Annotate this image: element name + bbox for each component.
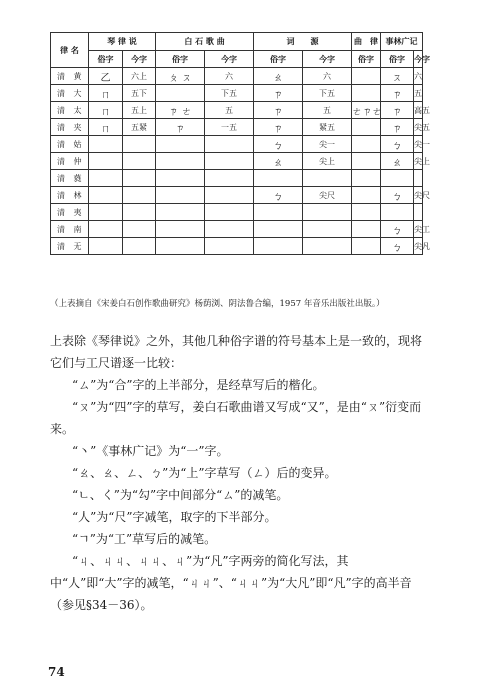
table-cell <box>89 170 123 187</box>
table-cell: 尖一 <box>303 136 352 153</box>
table-cell: ㄠ <box>254 153 303 170</box>
table-cell <box>156 153 205 170</box>
table-cell <box>89 187 123 204</box>
subheader: 俗字 <box>156 51 205 68</box>
table-cell: 高五 <box>414 102 423 119</box>
page-number: 74 <box>48 665 65 679</box>
table-cell: 尖上 <box>414 153 423 170</box>
table-cell: 五下 <box>123 85 156 102</box>
row-name: 清 南 <box>51 221 89 238</box>
table-cell: ㄅ <box>254 136 303 153</box>
row-header-label: 律 名 <box>51 33 89 68</box>
table-cell: ㄗ <box>381 102 414 119</box>
table-cell <box>123 187 156 204</box>
table-cell <box>205 238 254 255</box>
subheader: 今字 <box>303 51 352 68</box>
table-cell: ㄗ <box>381 119 414 136</box>
row-name: 清 夷 <box>51 204 89 221</box>
table-cell: 一五 <box>205 119 254 136</box>
table-cell <box>156 187 205 204</box>
table-row <box>51 170 423 187</box>
table-cell: ㄗ <box>381 85 414 102</box>
table-row <box>51 153 423 170</box>
table-cell: 尖上 <box>303 153 352 170</box>
table-cell: 尖尺 <box>414 187 423 204</box>
table-cell <box>205 170 254 187</box>
subheader: 俗字 <box>381 51 414 68</box>
table-cell <box>381 170 414 187</box>
table-cell <box>89 153 123 170</box>
table-cell: ㄅ <box>381 238 414 255</box>
table-cell <box>352 170 381 187</box>
table-cell: ㄅ <box>381 221 414 238</box>
table-cell <box>156 221 205 238</box>
table-cell: ㄠ <box>381 153 414 170</box>
table-cell <box>352 136 381 153</box>
table-cell <box>123 136 156 153</box>
table-cell <box>254 221 303 238</box>
table-row <box>51 102 423 119</box>
table-cell <box>205 136 254 153</box>
notation-comparison-table <box>50 32 431 255</box>
table-cell: 六 <box>205 68 254 85</box>
table-cell: 尖工 <box>414 221 423 238</box>
table-cell <box>205 204 254 221</box>
table-cell: ㄡ <box>381 68 414 85</box>
group-header: 词 源 <box>254 33 352 51</box>
paragraph: “丶”《事林广记》为“一”字。 <box>72 444 229 458</box>
table-cell <box>156 204 205 221</box>
table-cell <box>123 153 156 170</box>
table-cell <box>254 238 303 255</box>
table-cell <box>352 187 381 204</box>
table-cell <box>205 153 254 170</box>
table-cell: ㄆ ㄡ <box>156 68 205 85</box>
table-cell: 尖凡 <box>414 238 423 255</box>
subheader: 今字 <box>414 51 423 68</box>
table-row <box>51 85 423 102</box>
table-cell <box>156 136 205 153</box>
row-name: 清 夹 <box>51 119 89 136</box>
table-cell: ㄇ <box>89 102 123 119</box>
table-cell <box>352 221 381 238</box>
table-row <box>51 204 423 221</box>
row-name: 清 无 <box>51 238 89 255</box>
table-cell: 乙 <box>89 68 123 85</box>
table-cell: ㄅ <box>254 187 303 204</box>
table-cell: ㄇ <box>89 85 123 102</box>
table-group-header-row <box>51 33 423 51</box>
table-cell <box>352 68 381 85</box>
table-cell: ㄅ <box>381 136 414 153</box>
table-cell: ㄗ <box>254 85 303 102</box>
table-subheader-row <box>51 51 423 68</box>
table-cell <box>352 85 381 102</box>
table-cell: 下五 <box>205 85 254 102</box>
row-name: 清 蕤 <box>51 170 89 187</box>
table-cell <box>303 221 352 238</box>
table-cell: ㄅ <box>381 187 414 204</box>
table-row <box>51 187 423 204</box>
table-cell <box>123 238 156 255</box>
table-cell <box>303 170 352 187</box>
table-cell: ㄗ <box>156 119 205 136</box>
table-cell: ㄗ <box>254 119 303 136</box>
table-row <box>51 221 423 238</box>
table-cell: ㄜㄗㄜ <box>352 102 381 119</box>
table-cell <box>89 136 123 153</box>
table-cell <box>381 204 414 221</box>
table-caption: （上表摘自《宋姜白石创作歌曲研究》杨荫浏、阴法鲁合编，1957 年音乐出版社出版。） <box>50 299 385 309</box>
table-cell <box>414 170 423 187</box>
row-name: 清 黄 <box>51 68 89 85</box>
table-cell: ㄠ <box>254 68 303 85</box>
table-cell <box>205 187 254 204</box>
subheader: 俗字 <box>254 51 303 68</box>
paragraph: “ㄡ”为“四”字的草写，姜白石歌曲谱又写成“又”，是由“ㄡ”衍变而来。 <box>50 400 422 436</box>
row-name: 清 姑 <box>51 136 89 153</box>
table-cell: 五 <box>303 102 352 119</box>
table-cell: 五上 <box>123 102 156 119</box>
group-header: 曲 律 <box>352 33 381 51</box>
row-name: 清 仲 <box>51 153 89 170</box>
table-cell: 五 <box>414 85 423 102</box>
subheader: 今字 <box>205 51 254 68</box>
group-header: 事林广记 <box>381 33 423 51</box>
table-cell <box>414 204 423 221</box>
table-cell: 尖尺 <box>303 187 352 204</box>
table-cell: 下五 <box>303 85 352 102</box>
table-cell: 尖五 <box>414 119 423 136</box>
table-cell <box>205 221 254 238</box>
table-row <box>51 119 423 136</box>
table-cell <box>89 204 123 221</box>
table-cell: 六 <box>414 68 423 85</box>
row-name: 清 大 <box>51 85 89 102</box>
paragraph: “ㄱ”为“工”草写后的减笔。 <box>72 532 217 546</box>
paragraph: 上表除《琴律说》之外，其他几种俗字谱的符号基本上是一致的，现将它们与工尺谱逐一比较： <box>50 334 423 370</box>
body-text <box>50 330 430 616</box>
paragraph: “ㄙ”为“合”字的上半部分，是经草写后的楷化。 <box>72 378 325 392</box>
row-name: 清 太 <box>51 102 89 119</box>
table-cell: 五 <box>205 102 254 119</box>
table-cell <box>123 170 156 187</box>
table-cell <box>254 204 303 221</box>
table-cell: 六上 <box>123 68 156 85</box>
table-cell: 紧五 <box>303 119 352 136</box>
table-cell: 五紧 <box>123 119 156 136</box>
subheader: 今字 <box>123 51 156 68</box>
group-header: 琴 律 说 <box>89 33 156 51</box>
group-header: 白 石 歌 曲 <box>156 33 254 51</box>
table-cell: 尖一 <box>414 136 423 153</box>
table-cell: 六 <box>303 68 352 85</box>
row-name: 清 林 <box>51 187 89 204</box>
table-cell <box>89 238 123 255</box>
paragraph: “人”为“尺”字减笔，取字的下半部分。 <box>72 510 277 524</box>
table-cell <box>352 119 381 136</box>
table-cell <box>156 238 205 255</box>
table-cell <box>156 170 205 187</box>
table-cell <box>89 221 123 238</box>
table-cell: ㄗ ㄜ <box>156 102 205 119</box>
table-cell <box>123 221 156 238</box>
table-cell: ㄇ <box>89 119 123 136</box>
table-row <box>51 136 423 153</box>
table-cell <box>303 238 352 255</box>
table-cell <box>352 204 381 221</box>
table-row <box>51 68 423 85</box>
table-cell <box>352 153 381 170</box>
table-cell <box>303 204 352 221</box>
subheader: 俗字 <box>89 51 123 68</box>
paragraph: “ㄠ、ㄠ、ㄥ、ㄅ”为“上”字草写（ㄥ）后的变异。 <box>72 466 337 480</box>
table-body <box>51 68 431 255</box>
paragraph: “ㄴ、く”为“勾”字中间部分“ㄙ”的减笔。 <box>72 488 289 502</box>
table-cell <box>352 238 381 255</box>
table-cell <box>254 170 303 187</box>
table-cell <box>123 204 156 221</box>
subheader: 俗字 <box>352 51 381 68</box>
table-row <box>51 238 423 255</box>
table-cell: ㄗ <box>254 102 303 119</box>
paragraph: “ㄐ、ㄐㄐ、ㄐㄐ、ㄐ”为“凡”字两旁的简化写法，其中“人”即“大”字的减笔，“ㄐㄐ”、“ㄐㄐ”为“大凡”即“凡”字的高半音（参见§34－36）。 <box>50 554 412 612</box>
table-cell <box>156 85 205 102</box>
